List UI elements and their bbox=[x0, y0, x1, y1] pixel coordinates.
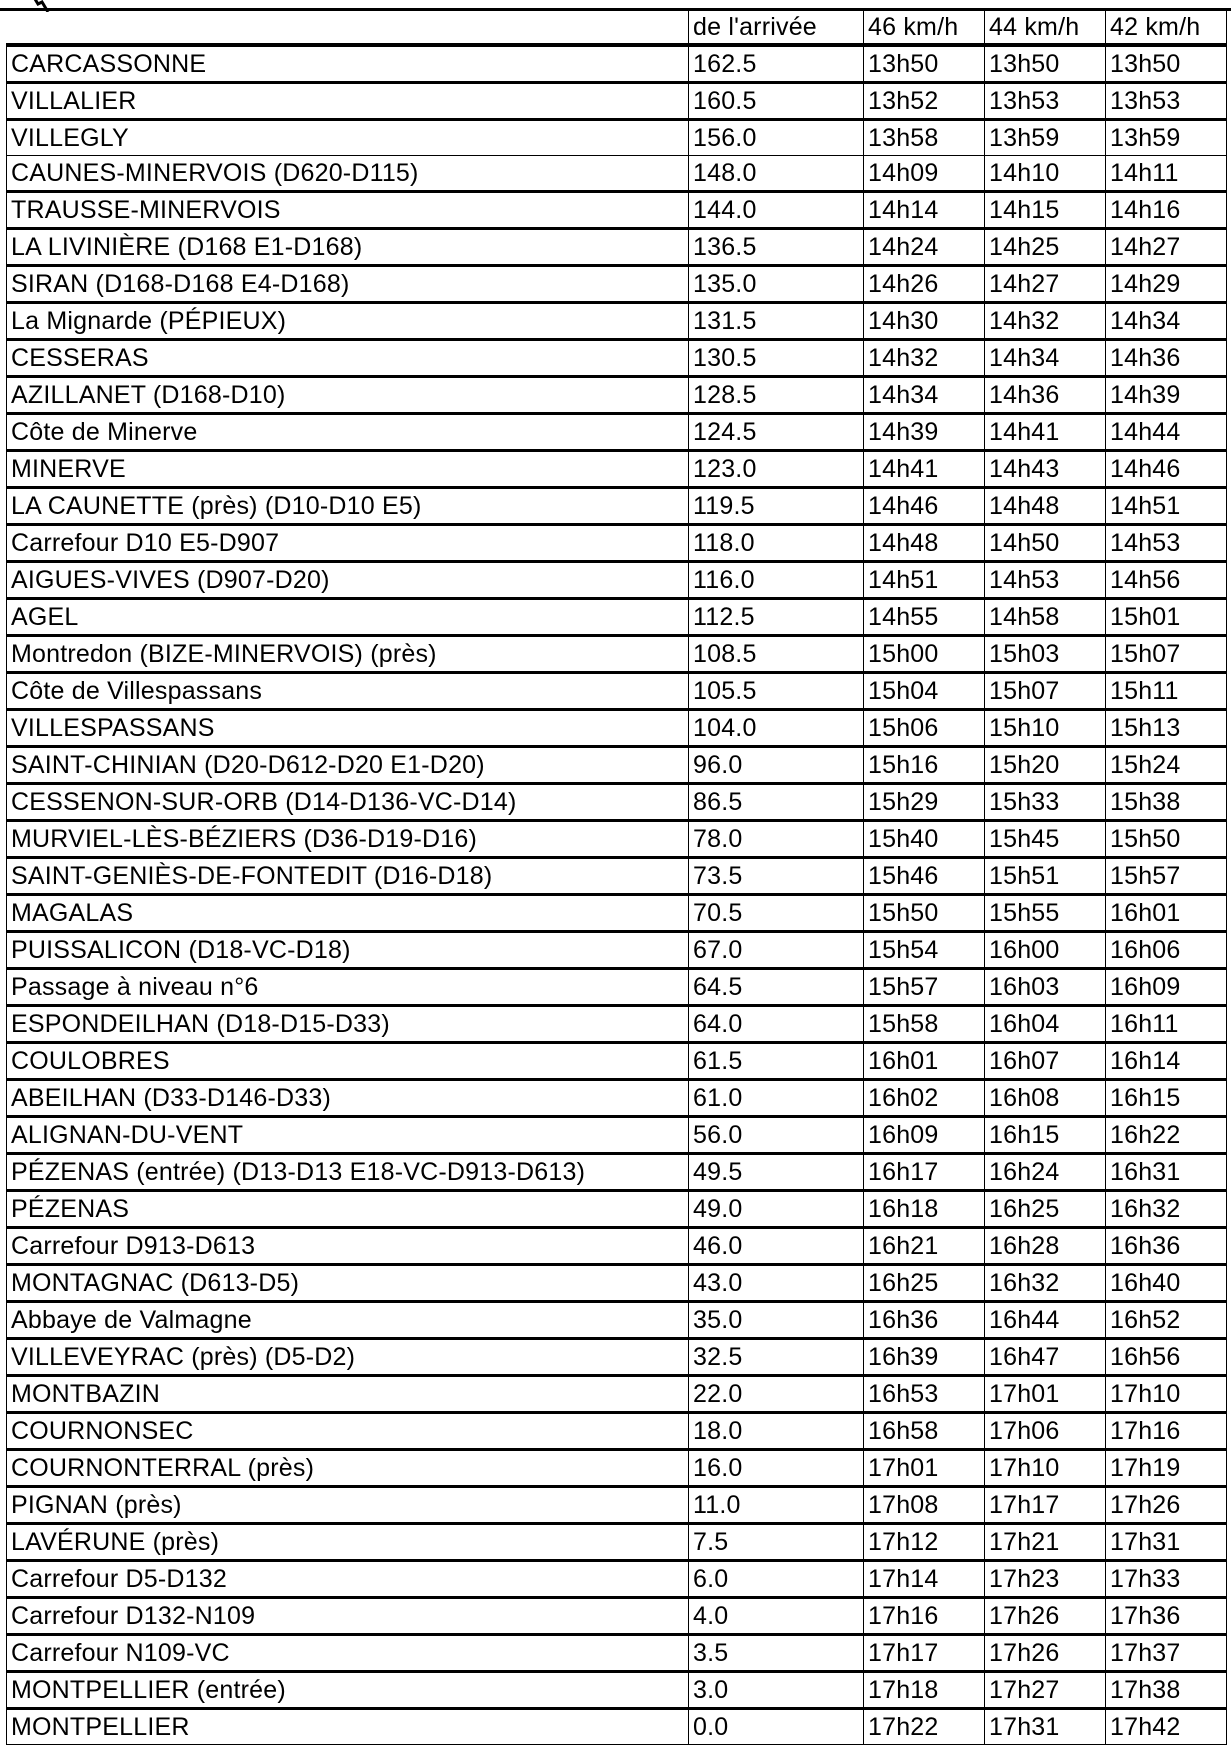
cell-time-42: 17h42 bbox=[1106, 1709, 1227, 1745]
table-row bbox=[7, 192, 1227, 229]
cell-time-46: 17h12 bbox=[864, 1524, 985, 1561]
cell-time-46: 13h52 bbox=[864, 83, 985, 120]
cell-time-44: 14h36 bbox=[985, 377, 1106, 414]
cell-distance: 3.5 bbox=[689, 1635, 864, 1672]
table-row bbox=[7, 895, 1227, 932]
cell-distance: 64.5 bbox=[689, 969, 864, 1006]
table-body bbox=[7, 45, 1227, 1745]
cell-place: VILLALIER bbox=[7, 83, 689, 120]
cell-distance: 6.0 bbox=[689, 1561, 864, 1598]
table-row bbox=[7, 1524, 1227, 1561]
cell-time-42: 17h38 bbox=[1106, 1672, 1227, 1709]
cell-distance: 130.5 bbox=[689, 340, 864, 377]
cell-distance: 0.0 bbox=[689, 1709, 864, 1745]
table-row bbox=[7, 266, 1227, 303]
cell-time-46: 17h22 bbox=[864, 1709, 985, 1745]
table-row bbox=[7, 488, 1227, 525]
cell-time-42: 13h59 bbox=[1106, 120, 1227, 156]
cell-time-46: 16h39 bbox=[864, 1339, 985, 1376]
cell-place: CAUNES-MINERVOIS (D620-D115) bbox=[7, 156, 689, 192]
table-row bbox=[7, 525, 1227, 562]
cell-distance: 49.0 bbox=[689, 1191, 864, 1228]
cell-distance: 131.5 bbox=[689, 303, 864, 340]
table-row bbox=[7, 1598, 1227, 1635]
cell-place: MAGALAS bbox=[7, 895, 689, 932]
cell-distance: 118.0 bbox=[689, 525, 864, 562]
cell-place: SAINT-GENIÈS-DE-FONTEDIT (D16-D18) bbox=[7, 858, 689, 895]
cell-distance: 3.0 bbox=[689, 1672, 864, 1709]
cell-time-44: 14h58 bbox=[985, 599, 1106, 636]
cell-time-46: 14h34 bbox=[864, 377, 985, 414]
cell-time-42: 15h38 bbox=[1106, 784, 1227, 821]
cell-time-42: 17h26 bbox=[1106, 1487, 1227, 1524]
cell-time-44: 15h45 bbox=[985, 821, 1106, 858]
cell-time-44: 15h55 bbox=[985, 895, 1106, 932]
table-row bbox=[7, 747, 1227, 784]
cell-place: MINERVE bbox=[7, 451, 689, 488]
cell-time-42: 16h56 bbox=[1106, 1339, 1227, 1376]
cell-time-44: 13h53 bbox=[985, 83, 1106, 120]
table-row bbox=[7, 156, 1227, 192]
cell-time-42: 13h50 bbox=[1106, 45, 1227, 83]
table-row bbox=[7, 1672, 1227, 1709]
cell-place: SIRAN (D168-D168 E4-D168) bbox=[7, 266, 689, 303]
cell-time-42: 16h32 bbox=[1106, 1191, 1227, 1228]
table-row bbox=[7, 1339, 1227, 1376]
cell-place: MONTAGNAC (D613-D5) bbox=[7, 1265, 689, 1302]
cell-time-44: 17h26 bbox=[985, 1598, 1106, 1635]
cell-place: CESSERAS bbox=[7, 340, 689, 377]
cell-time-44: 17h26 bbox=[985, 1635, 1106, 1672]
cell-distance: 156.0 bbox=[689, 120, 864, 156]
cell-time-44: 14h10 bbox=[985, 156, 1106, 192]
table-row bbox=[7, 1117, 1227, 1154]
cell-time-46: 17h08 bbox=[864, 1487, 985, 1524]
cell-time-42: 15h07 bbox=[1106, 636, 1227, 673]
table-header bbox=[7, 11, 1227, 46]
cell-time-44: 15h07 bbox=[985, 673, 1106, 710]
cell-time-44: 15h10 bbox=[985, 710, 1106, 747]
cell-distance: 124.5 bbox=[689, 414, 864, 451]
cell-time-42: 14h34 bbox=[1106, 303, 1227, 340]
cell-time-46: 14h09 bbox=[864, 156, 985, 192]
cell-distance: 22.0 bbox=[689, 1376, 864, 1413]
cell-distance: 160.5 bbox=[689, 83, 864, 120]
cell-distance: 148.0 bbox=[689, 156, 864, 192]
cell-place: ESPONDEILHAN (D18-D15-D33) bbox=[7, 1006, 689, 1043]
cell-time-44: 14h34 bbox=[985, 340, 1106, 377]
cell-distance: 78.0 bbox=[689, 821, 864, 858]
cell-time-42: 17h36 bbox=[1106, 1598, 1227, 1635]
table-row bbox=[7, 673, 1227, 710]
cell-time-46: 15h16 bbox=[864, 747, 985, 784]
cell-time-44: 17h31 bbox=[985, 1709, 1106, 1745]
cell-distance: 162.5 bbox=[689, 45, 864, 83]
table-row bbox=[7, 1376, 1227, 1413]
cell-time-46: 16h21 bbox=[864, 1228, 985, 1265]
cell-time-46: 16h01 bbox=[864, 1043, 985, 1080]
table-row bbox=[7, 120, 1227, 156]
cell-time-42: 17h10 bbox=[1106, 1376, 1227, 1413]
cell-time-44: 15h51 bbox=[985, 858, 1106, 895]
cell-place: LA CAUNETTE (près) (D10-D10 E5) bbox=[7, 488, 689, 525]
cell-time-42: 14h51 bbox=[1106, 488, 1227, 525]
cell-place: TRAUSSE-MINERVOIS bbox=[7, 192, 689, 229]
cell-place: Côte de Minerve bbox=[7, 414, 689, 451]
cell-time-42: 16h09 bbox=[1106, 969, 1227, 1006]
table-row bbox=[7, 599, 1227, 636]
cell-time-44: 16h07 bbox=[985, 1043, 1106, 1080]
cell-place: VILLESPASSANS bbox=[7, 710, 689, 747]
table-row bbox=[7, 1191, 1227, 1228]
cell-time-46: 15h00 bbox=[864, 636, 985, 673]
cell-time-46: 14h39 bbox=[864, 414, 985, 451]
table-row bbox=[7, 784, 1227, 821]
header-speed-44: 44 km/h bbox=[985, 11, 1106, 46]
cell-place: Côte de Villespassans bbox=[7, 673, 689, 710]
cell-time-42: 14h36 bbox=[1106, 340, 1227, 377]
header-speed-42: 42 km/h bbox=[1106, 11, 1227, 46]
cell-time-44: 14h41 bbox=[985, 414, 1106, 451]
table-row bbox=[7, 1006, 1227, 1043]
cell-place: MONTPELLIER (entrée) bbox=[7, 1672, 689, 1709]
cell-time-42: 14h44 bbox=[1106, 414, 1227, 451]
cell-distance: 4.0 bbox=[689, 1598, 864, 1635]
cell-time-44: 15h33 bbox=[985, 784, 1106, 821]
cell-place: VILLEVEYRAC (près) (D5-D2) bbox=[7, 1339, 689, 1376]
table-row bbox=[7, 229, 1227, 266]
table-row bbox=[7, 1635, 1227, 1672]
cell-time-42: 15h50 bbox=[1106, 821, 1227, 858]
table-row bbox=[7, 969, 1227, 1006]
cell-time-42: 15h01 bbox=[1106, 599, 1227, 636]
cell-time-44: 16h03 bbox=[985, 969, 1106, 1006]
cell-place: PUISSALICON (D18-VC-D18) bbox=[7, 932, 689, 969]
cell-place: VILLEGLY bbox=[7, 120, 689, 156]
cell-place: LA LIVINIÈRE (D168 E1-D168) bbox=[7, 229, 689, 266]
cell-time-46: 17h17 bbox=[864, 1635, 985, 1672]
cell-time-46: 14h41 bbox=[864, 451, 985, 488]
cell-place: Montredon (BIZE-MINERVOIS) (près) bbox=[7, 636, 689, 673]
cell-time-46: 15h06 bbox=[864, 710, 985, 747]
cell-time-44: 16h32 bbox=[985, 1265, 1106, 1302]
cell-time-42: 16h31 bbox=[1106, 1154, 1227, 1191]
cell-time-42: 14h39 bbox=[1106, 377, 1227, 414]
cell-place: ABEILHAN (D33-D146-D33) bbox=[7, 1080, 689, 1117]
cell-time-42: 14h16 bbox=[1106, 192, 1227, 229]
cell-place: COURNONTERRAL (près) bbox=[7, 1450, 689, 1487]
cell-time-44: 17h21 bbox=[985, 1524, 1106, 1561]
cell-time-44: 14h48 bbox=[985, 488, 1106, 525]
cell-distance: 61.0 bbox=[689, 1080, 864, 1117]
cell-time-46: 16h09 bbox=[864, 1117, 985, 1154]
cell-time-44: 17h17 bbox=[985, 1487, 1106, 1524]
cell-place: Carrefour D10 E5-D907 bbox=[7, 525, 689, 562]
cell-time-46: 15h54 bbox=[864, 932, 985, 969]
cell-time-44: 16h24 bbox=[985, 1154, 1106, 1191]
table-row bbox=[7, 45, 1227, 83]
cell-distance: 96.0 bbox=[689, 747, 864, 784]
cell-time-44: 14h25 bbox=[985, 229, 1106, 266]
cell-time-44: 17h01 bbox=[985, 1376, 1106, 1413]
header-place bbox=[7, 11, 689, 46]
cell-time-46: 17h14 bbox=[864, 1561, 985, 1598]
cell-time-42: 16h11 bbox=[1106, 1006, 1227, 1043]
cell-distance: 116.0 bbox=[689, 562, 864, 599]
cell-time-46: 14h32 bbox=[864, 340, 985, 377]
cell-distance: 73.5 bbox=[689, 858, 864, 895]
cell-place: Carrefour D913-D613 bbox=[7, 1228, 689, 1265]
cell-distance: 64.0 bbox=[689, 1006, 864, 1043]
cell-place: Passage à niveau n°6 bbox=[7, 969, 689, 1006]
cell-time-44: 14h43 bbox=[985, 451, 1106, 488]
cell-distance: 144.0 bbox=[689, 192, 864, 229]
table-row bbox=[7, 303, 1227, 340]
cell-time-46: 16h02 bbox=[864, 1080, 985, 1117]
cell-place: COULOBRES bbox=[7, 1043, 689, 1080]
table-row bbox=[7, 858, 1227, 895]
cell-time-46: 14h55 bbox=[864, 599, 985, 636]
cell-time-42: 14h29 bbox=[1106, 266, 1227, 303]
cell-place: CESSENON-SUR-ORB (D14-D136-VC-D14) bbox=[7, 784, 689, 821]
cell-time-42: 16h36 bbox=[1106, 1228, 1227, 1265]
table-row bbox=[7, 451, 1227, 488]
cell-place: La Mignarde (PÉPIEUX) bbox=[7, 303, 689, 340]
cell-time-46: 16h17 bbox=[864, 1154, 985, 1191]
cell-time-44: 16h47 bbox=[985, 1339, 1106, 1376]
cell-time-46: 15h50 bbox=[864, 895, 985, 932]
cell-distance: 11.0 bbox=[689, 1487, 864, 1524]
cell-place: AZILLANET (D168-D10) bbox=[7, 377, 689, 414]
table-row bbox=[7, 340, 1227, 377]
cell-place: AIGUES-VIVES (D907-D20) bbox=[7, 562, 689, 599]
cell-time-46: 14h51 bbox=[864, 562, 985, 599]
cell-time-46: 17h18 bbox=[864, 1672, 985, 1709]
cell-time-44: 14h53 bbox=[985, 562, 1106, 599]
table-row bbox=[7, 1450, 1227, 1487]
cell-time-42: 16h22 bbox=[1106, 1117, 1227, 1154]
cell-time-42: 14h53 bbox=[1106, 525, 1227, 562]
cell-distance: 16.0 bbox=[689, 1450, 864, 1487]
cell-place: MONTBAZIN bbox=[7, 1376, 689, 1413]
table-row bbox=[7, 636, 1227, 673]
cell-distance: 108.5 bbox=[689, 636, 864, 673]
cell-time-46: 16h53 bbox=[864, 1376, 985, 1413]
cell-distance: 43.0 bbox=[689, 1265, 864, 1302]
table-row bbox=[7, 1561, 1227, 1598]
cell-place: ALIGNAN-DU-VENT bbox=[7, 1117, 689, 1154]
cell-time-44: 17h27 bbox=[985, 1672, 1106, 1709]
cell-time-44: 13h59 bbox=[985, 120, 1106, 156]
cell-time-42: 17h37 bbox=[1106, 1635, 1227, 1672]
cell-time-46: 15h40 bbox=[864, 821, 985, 858]
cell-time-46: 13h50 bbox=[864, 45, 985, 83]
itinerary-table bbox=[6, 10, 1227, 1745]
table-row bbox=[7, 414, 1227, 451]
header-speed-46: 46 km/h bbox=[864, 11, 985, 46]
cell-time-42: 14h11 bbox=[1106, 156, 1227, 192]
cell-time-46: 14h30 bbox=[864, 303, 985, 340]
cell-time-42: 16h52 bbox=[1106, 1302, 1227, 1339]
header-row bbox=[7, 11, 1227, 46]
cell-distance: 119.5 bbox=[689, 488, 864, 525]
cell-time-46: 14h24 bbox=[864, 229, 985, 266]
cell-time-44: 17h06 bbox=[985, 1413, 1106, 1450]
cell-time-42: 13h53 bbox=[1106, 83, 1227, 120]
cell-distance: 105.5 bbox=[689, 673, 864, 710]
header-distance: de l'arrivée bbox=[689, 11, 864, 46]
cell-distance: 49.5 bbox=[689, 1154, 864, 1191]
table-row bbox=[7, 1709, 1227, 1745]
cell-time-42: 17h19 bbox=[1106, 1450, 1227, 1487]
table-row bbox=[7, 710, 1227, 747]
cell-distance: 112.5 bbox=[689, 599, 864, 636]
cell-time-44: 14h50 bbox=[985, 525, 1106, 562]
cell-place: Abbaye de Valmagne bbox=[7, 1302, 689, 1339]
cell-distance: 104.0 bbox=[689, 710, 864, 747]
cell-time-44: 16h15 bbox=[985, 1117, 1106, 1154]
cell-time-44: 17h10 bbox=[985, 1450, 1106, 1487]
cell-distance: 136.5 bbox=[689, 229, 864, 266]
cell-place: PÉZENAS (entrée) (D13-D13 E18-VC-D913-D613) bbox=[7, 1154, 689, 1191]
cell-time-42: 15h13 bbox=[1106, 710, 1227, 747]
cell-time-46: 16h36 bbox=[864, 1302, 985, 1339]
cell-time-44: 14h27 bbox=[985, 266, 1106, 303]
cell-time-42: 14h46 bbox=[1106, 451, 1227, 488]
cell-place: MURVIEL-LÈS-BÉZIERS (D36-D19-D16) bbox=[7, 821, 689, 858]
cell-distance: 70.5 bbox=[689, 895, 864, 932]
table-row bbox=[7, 1080, 1227, 1117]
cell-time-46: 15h57 bbox=[864, 969, 985, 1006]
table-row bbox=[7, 1154, 1227, 1191]
table-row bbox=[7, 83, 1227, 120]
cell-place: Carrefour D132-N109 bbox=[7, 1598, 689, 1635]
cell-time-42: 15h57 bbox=[1106, 858, 1227, 895]
cell-time-46: 15h46 bbox=[864, 858, 985, 895]
cell-distance: 35.0 bbox=[689, 1302, 864, 1339]
cell-time-42: 16h40 bbox=[1106, 1265, 1227, 1302]
cell-time-42: 15h11 bbox=[1106, 673, 1227, 710]
cell-time-44: 16h08 bbox=[985, 1080, 1106, 1117]
cell-time-42: 16h14 bbox=[1106, 1043, 1227, 1080]
cell-time-44: 16h28 bbox=[985, 1228, 1106, 1265]
cell-distance: 135.0 bbox=[689, 266, 864, 303]
cell-time-44: 13h50 bbox=[985, 45, 1106, 83]
cell-time-44: 16h04 bbox=[985, 1006, 1106, 1043]
table-row bbox=[7, 1265, 1227, 1302]
cell-time-42: 16h01 bbox=[1106, 895, 1227, 932]
cell-place: Carrefour N109-VC bbox=[7, 1635, 689, 1672]
table-row bbox=[7, 821, 1227, 858]
table-row bbox=[7, 1302, 1227, 1339]
cell-place: PÉZENAS bbox=[7, 1191, 689, 1228]
cell-time-44: 15h03 bbox=[985, 636, 1106, 673]
cell-time-42: 14h56 bbox=[1106, 562, 1227, 599]
cell-time-46: 16h58 bbox=[864, 1413, 985, 1450]
table-row bbox=[7, 562, 1227, 599]
cell-place: AGEL bbox=[7, 599, 689, 636]
cell-time-42: 17h16 bbox=[1106, 1413, 1227, 1450]
cell-time-42: 16h06 bbox=[1106, 932, 1227, 969]
table-row bbox=[7, 1487, 1227, 1524]
cell-place: SAINT-CHINIAN (D20-D612-D20 E1-D20) bbox=[7, 747, 689, 784]
cell-time-44: 17h23 bbox=[985, 1561, 1106, 1598]
cell-place: COURNONSEC bbox=[7, 1413, 689, 1450]
table-row bbox=[7, 1413, 1227, 1450]
cell-time-44: 16h00 bbox=[985, 932, 1106, 969]
cell-distance: 67.0 bbox=[689, 932, 864, 969]
cell-distance: 18.0 bbox=[689, 1413, 864, 1450]
table-row bbox=[7, 377, 1227, 414]
cell-time-46: 16h25 bbox=[864, 1265, 985, 1302]
cell-place: LAVÉRUNE (près) bbox=[7, 1524, 689, 1561]
cell-time-42: 14h27 bbox=[1106, 229, 1227, 266]
cell-time-44: 14h15 bbox=[985, 192, 1106, 229]
table-row bbox=[7, 1043, 1227, 1080]
cell-distance: 46.0 bbox=[689, 1228, 864, 1265]
cell-time-46: 17h16 bbox=[864, 1598, 985, 1635]
cell-distance: 86.5 bbox=[689, 784, 864, 821]
cell-distance: 7.5 bbox=[689, 1524, 864, 1561]
cell-time-46: 14h14 bbox=[864, 192, 985, 229]
cell-time-44: 14h32 bbox=[985, 303, 1106, 340]
cell-time-46: 14h26 bbox=[864, 266, 985, 303]
cell-time-46: 16h18 bbox=[864, 1191, 985, 1228]
cell-place: CARCASSONNE bbox=[7, 45, 689, 83]
cell-time-46: 14h46 bbox=[864, 488, 985, 525]
cell-time-46: 15h29 bbox=[864, 784, 985, 821]
cell-place: PIGNAN (près) bbox=[7, 1487, 689, 1524]
cell-time-42: 15h24 bbox=[1106, 747, 1227, 784]
cell-time-42: 17h33 bbox=[1106, 1561, 1227, 1598]
cell-time-46: 17h01 bbox=[864, 1450, 985, 1487]
table-row bbox=[7, 932, 1227, 969]
cell-time-42: 17h31 bbox=[1106, 1524, 1227, 1561]
cell-distance: 56.0 bbox=[689, 1117, 864, 1154]
cell-time-44: 15h20 bbox=[985, 747, 1106, 784]
cell-time-46: 15h04 bbox=[864, 673, 985, 710]
cell-distance: 61.5 bbox=[689, 1043, 864, 1080]
cell-time-46: 13h58 bbox=[864, 120, 985, 156]
cell-place: Carrefour D5-D132 bbox=[7, 1561, 689, 1598]
cell-place: MONTPELLIER bbox=[7, 1709, 689, 1745]
cell-distance: 123.0 bbox=[689, 451, 864, 488]
cell-time-44: 16h44 bbox=[985, 1302, 1106, 1339]
table-row bbox=[7, 1228, 1227, 1265]
cell-time-44: 16h25 bbox=[985, 1191, 1106, 1228]
cell-time-46: 14h48 bbox=[864, 525, 985, 562]
cell-distance: 32.5 bbox=[689, 1339, 864, 1376]
cell-distance: 128.5 bbox=[689, 377, 864, 414]
cell-time-42: 16h15 bbox=[1106, 1080, 1227, 1117]
cell-time-46: 15h58 bbox=[864, 1006, 985, 1043]
